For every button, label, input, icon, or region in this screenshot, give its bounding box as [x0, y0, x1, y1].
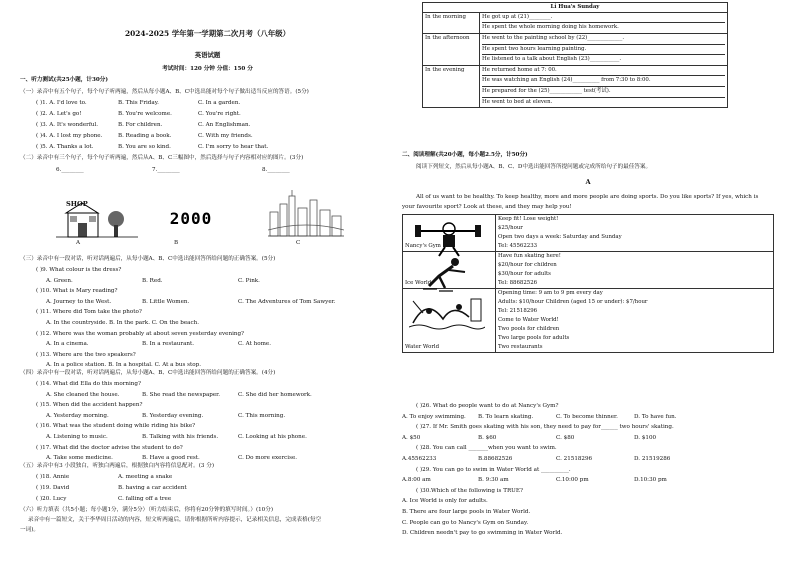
activity-line: He returned home at 7: 00. [482, 66, 557, 73]
option-b: B. You are so kind. [118, 144, 171, 150]
ad-line: Tel: 45562233 [498, 243, 538, 249]
option-b: B. Yesterday evening. [142, 412, 204, 419]
option-c: C. $80 [556, 434, 575, 441]
ad-line: $30/hour for adults [498, 271, 551, 277]
option-d: D.10:30 pm [634, 477, 667, 484]
activity-line: He spent two hours learning painting. [482, 44, 725, 55]
activity-line: He spent the whole morning doing his homework. [482, 22, 725, 33]
option-c: C. You're right. [198, 111, 241, 117]
option-b: B. Red. [142, 277, 163, 284]
question-line: ( )26. What do people want to do at Nancy's Gym? [416, 403, 559, 409]
question-stem: ( )1. A. I'd love to. [36, 100, 87, 106]
ad-line: Have fun skating here! [498, 253, 561, 259]
ad-line: Two pools for children [498, 326, 560, 332]
question-stem: ( )5. A. Thanks a lot. [36, 144, 94, 150]
ad-line: Adults: $10/hour Children (aged 15 or under): $7/hour [498, 299, 648, 305]
time-cell: In the morning [423, 12, 480, 33]
activity-line: He went to the painting school by (22)_____________. [482, 34, 625, 41]
option-d: D. 21519286 [634, 456, 671, 462]
option-b: B. $60 [478, 434, 497, 441]
ad-line: Keep fit! Lose weight! [498, 216, 559, 222]
question-stem: ( )14. What did Ella do this morning? [36, 381, 141, 387]
option-c: C. Looking at his phone. [238, 434, 307, 440]
match-option: C. falling off a tree [118, 496, 172, 502]
activity-cell [480, 65, 728, 107]
option-b: B. For children. [118, 122, 163, 128]
ad-row [403, 215, 774, 252]
match-item: ( )20. Lucy [36, 496, 67, 502]
option-d: D. To have fun. [634, 413, 677, 420]
option-b: B. Little Women. [142, 298, 190, 305]
ad-image-cell [403, 252, 496, 289]
match-option: B. having a car accident [118, 485, 187, 491]
match-item: ( )19. David [36, 485, 70, 491]
question-stem: ( )2. A. Let's go! [36, 111, 82, 117]
option-a: A. Journey to the West. [46, 298, 112, 305]
activity-line: He prepared for the (25)____________ test(考试). [482, 86, 725, 97]
part2-instructions: 阅读下列短文，然后从每小题A、B、C、D中选出能回答所提问题或完成所给句子的最佳答案。 [416, 164, 652, 170]
shop-sign: SHOP [66, 200, 88, 208]
ad-line: $20/hour for children [498, 262, 557, 268]
option-a: A. Green. [46, 277, 73, 284]
option-b: B. In a restaurant. [142, 341, 195, 348]
table-title: Li Hua's Sunday [423, 3, 728, 13]
option-a: A.8:00 am [402, 477, 431, 484]
option-c: C. In a garden. [198, 100, 241, 106]
question-line: C. People can go to Nancy's Gym on Sunday. [402, 519, 529, 526]
option-c: C. With my friends. [198, 133, 253, 139]
question-stem: ( )17. What did the doctor advise the student to do? [36, 444, 183, 451]
option-a: A. Listening to music. [46, 434, 108, 440]
lihua-sunday-table [422, 2, 728, 108]
ad-line: Opening time: 9 am to 9 pm every day [498, 290, 603, 296]
ad-caption: Water World [405, 344, 440, 350]
ad-line: Two restaurants [498, 344, 543, 350]
time-cell: In the evening [423, 65, 480, 107]
blank-6: 6.________ [56, 167, 84, 173]
ad-image-cell [403, 289, 496, 353]
passage-label: A [585, 178, 591, 186]
table-row [423, 12, 728, 33]
time-cell: In the afternoon [423, 33, 480, 65]
option-b: B. Have a good rest. [142, 455, 200, 462]
option-c: C.10:00 pm [556, 477, 589, 484]
option-c: C. The Adventures of Tom Sawyer. [238, 298, 336, 305]
activity-cell [480, 33, 728, 65]
question-stem: ( )10. What is Mary reading? [36, 288, 118, 295]
ad-image-cell [403, 215, 496, 252]
option-a: A. She cleaned the house. [46, 391, 120, 398]
exam-info: 考试时间：120 分钟 分值：150 分 [162, 66, 253, 72]
ad-line: Come to Water World! [498, 317, 559, 323]
question-stem: ( )15. When did the accident happen? [36, 402, 143, 409]
sec3-heading: （三）录音中有一段对话，听对话两遍后，从每小题A、B、C中选出能回答所给问题的正确答案。(5分) [20, 256, 276, 262]
option-a: A. Yesterday morning. [46, 412, 109, 419]
option-c: C. Pink. [238, 277, 260, 284]
sec5-heading: （五）录音中有3 小段独白，听独白两遍后，根据独白内容将信息配对。(3 分) [20, 463, 215, 469]
ad-line: Tel: 88682526 [498, 280, 538, 286]
activity-line: He went to bed at eleven. [482, 97, 725, 108]
sports-ads-table [402, 214, 774, 353]
question-line: ( )30.Which of the following is TRUE? [416, 487, 523, 494]
blank-7: 7.________ [152, 167, 180, 173]
option-a: A.45562233 [402, 456, 437, 462]
ad-line: Tel: 21518296 [498, 308, 538, 314]
question-line: A. Ice World is only for adults. [402, 498, 488, 505]
question-line: ( )27. If Mr. Smith goes skating with his son, they need to pay for______ two hours' skating. [416, 424, 674, 431]
option-b: B. 9:30 am [478, 477, 509, 484]
ad-text-cell [496, 289, 774, 353]
passage-intro-1: All of us want to be healthy. To keep healthy, more and more people are doing sports. Do you like sports? If yes, which is [416, 194, 759, 200]
question-line: D. Children needn't pay to go swimming in Water World. [402, 530, 563, 537]
question-stem: ( )12. Where was the woman probably at about seven yesterday evening? [36, 330, 245, 337]
table-row [423, 33, 728, 65]
question-line: ( )29. You can go to swim in Water World at __________. [416, 466, 571, 473]
question-stem: ( )4. A. I lost my phone. [36, 133, 103, 139]
ad-text-cell [496, 215, 774, 252]
option-b: B.88682526 [478, 456, 513, 462]
ad-line: Two large pools for adults [498, 335, 570, 341]
option-c: C. Do more exercise. [238, 455, 298, 462]
ad-caption: Ice World [405, 280, 432, 286]
option-a: A. Take some medicine. [46, 455, 113, 462]
option-b: B. Reading a book. [118, 133, 172, 139]
digital-clock-picture: 2000 [169, 208, 213, 228]
option-c: C. I'm sorry to hear that. [198, 144, 269, 150]
option-b: B. This Friday. [118, 100, 159, 106]
sec6-text-2: 一词)。 [20, 527, 39, 533]
subject-title: 英语试题 [194, 51, 221, 59]
option-a: A. In a cinema. [46, 341, 89, 348]
question-stem: ( )13. Where are the two speakers? [36, 351, 136, 358]
ad-line: $25/hour [498, 225, 523, 231]
option-a: A. In a police station. B. In a hospital. C. At a bus stop. [46, 362, 201, 369]
sec2-heading: （二）录音中有三个句子，每个句子听两遍，然后从A、B、C三幅图中，然后选择与句子内容相对应的图片。(3分) [20, 155, 304, 161]
part1-heading: 一、听力测试(共25小题，计30分) [20, 77, 108, 83]
blank-8: 8.________ [262, 167, 290, 173]
left-column [20, 0, 395, 562]
activity-line: He listened to a talk about English (23)___________. [482, 54, 725, 65]
ad-caption: Nancy's Gym [405, 243, 441, 249]
question-stem: ( )16. What was the student doing while riding his bike? [36, 423, 196, 430]
exam-title: 2024-2025 学年第一学期第二次月考（八年级） [124, 29, 291, 38]
ad-line: Open two days a week: Saturday and Sunday [498, 234, 622, 240]
option-a: A. $50 [402, 434, 421, 441]
option-c: C. She did her homework. [238, 391, 312, 398]
right-column [402, 0, 777, 562]
option-b: B. You're welcome. [118, 111, 172, 117]
sec1-heading: （一）录音中有五个句子，每个句子听两遍，然后从每小题A、B、C中选出能对每个句子做出适当反应的答语。(5分) [20, 89, 309, 95]
sec6-heading: （六）听力填表（共5小题；每小题1分，满分5分）（听力结束后，你将有20分钟的填写时间。）(10分) [20, 507, 274, 513]
activity-cell [480, 12, 728, 33]
table-row [423, 65, 728, 107]
ad-row [403, 252, 774, 289]
option-c: C. At home. [238, 341, 271, 348]
question-stem: ( )3. A. It's wonderful. [36, 122, 99, 128]
option-b: B. To learn skating. [478, 413, 534, 420]
ad-text-cell [496, 252, 774, 289]
pic-label-c: C [296, 240, 301, 246]
activity-line: He got up at (21)________. [482, 13, 553, 20]
pic-label-a: A [76, 240, 81, 246]
water-park-picture [409, 293, 485, 331]
option-d: D. $100 [634, 434, 657, 441]
sec4-heading: （四）录音中有一段对话，听对话两遍后，从每小题A、B、C中选出能回答所给问题的正确答案。(4分) [20, 370, 276, 376]
option-c: C. 21518296 [556, 456, 593, 462]
question-stem: ( )9. What colour is the dress? [36, 267, 122, 273]
option-c: C. An Englishman. [198, 122, 251, 128]
match-option: A. meeting a snake [118, 474, 173, 480]
option-b: B. She read the newspaper. [142, 391, 221, 398]
option-a: A. To enjoy swimming. [402, 413, 466, 420]
match-item: ( )18. Annie [36, 474, 70, 480]
part2-heading: 二、阅读理解(共20小题，每小题2.5分，计50分) [402, 152, 528, 158]
option-c: C. To become thinner. [556, 413, 618, 420]
sec6-text-1: 录音中有一篇短文，关于李华周日活动的内容，短文听两遍后，请你根据所听内容提示，记录相关信息，完成表格(每空 [28, 517, 322, 523]
option-c: C. This morning. [238, 412, 286, 419]
city-picture [268, 190, 344, 238]
question-stem: ( )11. Where did Tom take the photo? [36, 309, 142, 316]
question-line: ( )28. You can call _______when you want to swim. [416, 445, 557, 452]
pic-label-b: B [174, 240, 179, 246]
option-b: B. Talking with his friends. [142, 434, 219, 440]
option-a: A. In the countryside. B. In the park. C. On the beach. [46, 320, 200, 326]
question-line: B. There are four large pools in Water World. [402, 509, 531, 515]
ad-row [403, 289, 774, 353]
activity-line: He was watching an English (24)__________ from 7:30 to 8:00. [482, 75, 725, 86]
passage-intro-2: your favourite sport? Look at these, and they may help you! [402, 204, 572, 210]
